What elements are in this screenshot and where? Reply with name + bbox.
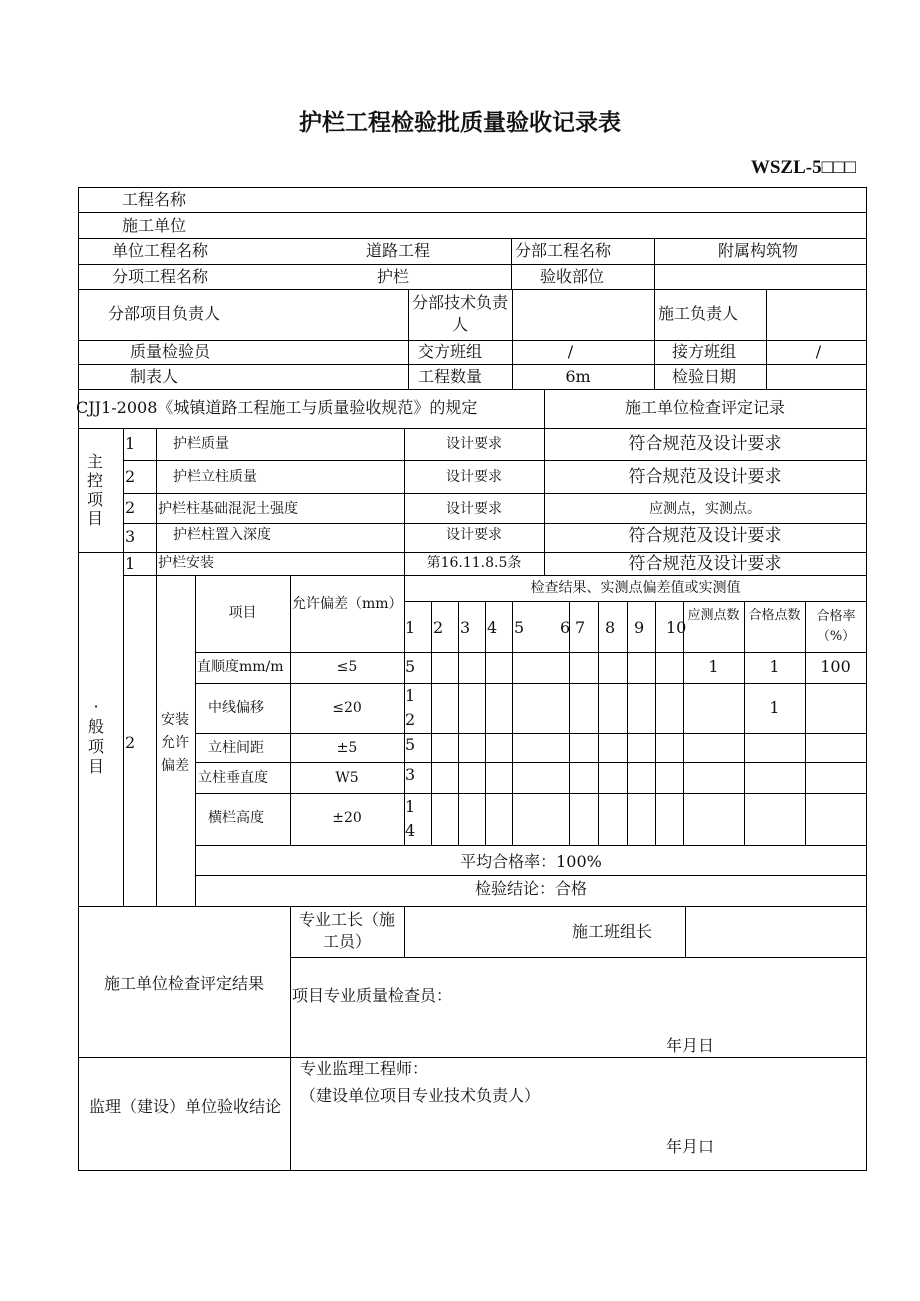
gen-req-1: 第16.11.8.5条 bbox=[426, 555, 522, 571]
inspector-label: 质量检验员 bbox=[130, 342, 211, 361]
tech-manager-label: 分部技术负责人 bbox=[411, 293, 508, 334]
supervision-engineer-label: 专业监理工程师： bbox=[300, 1059, 429, 1078]
col-num-7: 7 bbox=[575, 618, 586, 637]
gen-result-1: 符合规范及设计要求 bbox=[628, 554, 782, 574]
mc-name-2: 护栏立柱质量 bbox=[173, 469, 257, 485]
row-allow-2: ≤20 bbox=[332, 700, 362, 716]
mc-no-3: 2 bbox=[125, 498, 136, 517]
col-num-8: 8 bbox=[605, 618, 616, 637]
gen-no-1: 1 bbox=[125, 554, 136, 573]
row-name-2: 中线偏移 bbox=[208, 700, 264, 716]
col-should: 应测点数 bbox=[687, 608, 740, 623]
row-pass-2: 1 bbox=[769, 698, 780, 717]
gen-no-2: 2 bbox=[125, 733, 136, 752]
row-name-1: 直顺度mm/m bbox=[197, 659, 284, 675]
team-leader-label: 施工班组长 bbox=[572, 922, 653, 941]
mc-req-2: 设计要求 bbox=[446, 469, 502, 485]
supervision-label: 监理（建设）单位验收结论 bbox=[88, 1097, 281, 1116]
unit-project-value: 道路工程 bbox=[365, 241, 430, 260]
col-pass: 合格点数 bbox=[748, 608, 801, 623]
col-num-5: 5 bbox=[514, 618, 525, 637]
subitem-label: 分项工程名称 bbox=[112, 267, 209, 286]
construction-manager-label: 施工负责人 bbox=[658, 304, 739, 323]
row-rate-1: 100 bbox=[820, 657, 851, 676]
col-num-2: 2 bbox=[433, 618, 444, 637]
row-pass-1: 1 bbox=[769, 657, 780, 676]
mc-req-1: 设计要求 bbox=[446, 436, 502, 452]
qc-inspector-label: 项目专业质量检查员： bbox=[292, 986, 453, 1005]
row-name-5: 横栏高度 bbox=[208, 810, 264, 826]
col-num-6: 6 bbox=[560, 618, 571, 637]
receiver-team-label: 接方班组 bbox=[672, 342, 737, 361]
accept-part-label: 验收部位 bbox=[540, 267, 605, 286]
row-allow-3: ±5 bbox=[336, 740, 358, 756]
quantity-value: 6m bbox=[565, 367, 591, 386]
subitem-value: 护栏 bbox=[376, 267, 409, 286]
col-rate: 合格率（%） bbox=[816, 609, 856, 644]
quantity-label: 工程数量 bbox=[418, 367, 483, 386]
handover-team-label: 交方班组 bbox=[418, 342, 483, 361]
row-name-3: 立柱间距 bbox=[208, 740, 264, 756]
project-name-label: 工程名称 bbox=[122, 190, 187, 209]
construction-unit-label: 施工单位 bbox=[122, 216, 187, 235]
inspection-conclusion: 检验结论：合格 bbox=[474, 879, 587, 898]
row-v1-1: 5 bbox=[405, 657, 416, 676]
construction-result-date: 年月日 bbox=[666, 1036, 715, 1055]
install-deviation-label: 安装允许偏差 bbox=[161, 712, 189, 774]
handover-team-value: / bbox=[567, 342, 574, 361]
standard-reference: CJJ1-2008《城镇道路工程施工与质量验收规范》的规定 bbox=[76, 398, 478, 417]
owner-tech-manager-label: （建设单位项目专业技术负责人） bbox=[300, 1086, 541, 1105]
col-num-1: 1 bbox=[405, 618, 416, 637]
row-name-4: 立柱垂直度 bbox=[198, 770, 268, 786]
inspection-record-table bbox=[78, 187, 867, 1171]
row-allow-5: ±20 bbox=[332, 810, 362, 826]
mc-result-2: 符合规范及设计要求 bbox=[628, 467, 782, 487]
mc-name-1: 护栏质量 bbox=[173, 436, 229, 452]
unit-project-label: 单位工程名称 bbox=[112, 241, 209, 260]
mc-req-3: 设计要求 bbox=[446, 501, 502, 517]
col-num-10: 10 bbox=[666, 618, 687, 637]
row-v1-4: 3 bbox=[405, 765, 416, 784]
division-label: 分部工程名称 bbox=[515, 241, 612, 260]
mc-name-4: 护栏柱置入深度 bbox=[173, 527, 271, 543]
mc-no-4: 3 bbox=[125, 527, 136, 546]
division-value: 附属构筑物 bbox=[717, 241, 798, 260]
col-num-4: 4 bbox=[487, 618, 498, 637]
mc-result-3: 应测点，实测点。 bbox=[649, 501, 761, 517]
gen-name-1: 护栏安装 bbox=[158, 555, 214, 571]
record-header: 施工单位检查评定记录 bbox=[624, 398, 785, 417]
row-allow-4: W5 bbox=[335, 770, 359, 786]
division-manager-label: 分部项目负责人 bbox=[108, 304, 221, 323]
mc-req-4: 设计要求 bbox=[446, 527, 502, 543]
row-v1-3: 5 bbox=[405, 735, 416, 754]
foreman-label: 专业工长（施工员） bbox=[298, 910, 395, 951]
col-num-3: 3 bbox=[460, 618, 471, 637]
mc-result-4: 符合规范及设计要求 bbox=[628, 526, 782, 546]
row-v1-5: 14 bbox=[405, 797, 416, 840]
preparer-label: 制表人 bbox=[130, 367, 179, 386]
receiver-team-value: / bbox=[815, 342, 822, 361]
col-item: 项目 bbox=[228, 605, 257, 621]
average-pass-rate: 平均合格率：100% bbox=[460, 852, 602, 871]
form-code: WSZL-5□□□ bbox=[750, 157, 856, 178]
row-allow-1: ≤5 bbox=[336, 659, 358, 675]
row-v1-2: 12 bbox=[405, 686, 416, 729]
inspection-date-label: 检验日期 bbox=[672, 367, 737, 386]
construction-result-label: 施工单位检查评定结果 bbox=[103, 974, 264, 993]
col-results: 检查结果、实测点偏差值或实测值 bbox=[530, 580, 741, 596]
document-title: 护栏工程检验批质量验收记录表 bbox=[299, 110, 621, 136]
supervision-date: 年月口 bbox=[666, 1137, 715, 1156]
row-should-1: 1 bbox=[708, 657, 719, 676]
general-label: ·般项目 bbox=[87, 697, 104, 776]
mc-no-2: 2 bbox=[125, 467, 136, 486]
col-allow: 允许偏差（mm） bbox=[292, 596, 403, 612]
mc-result-1: 符合规范及设计要求 bbox=[628, 434, 782, 454]
mc-name-3: 护栏柱基础混泥土强度 bbox=[158, 501, 298, 517]
main-control-label: 主控项目 bbox=[86, 452, 103, 528]
col-num-9: 9 bbox=[634, 618, 645, 637]
mc-no-1: 1 bbox=[125, 434, 136, 453]
